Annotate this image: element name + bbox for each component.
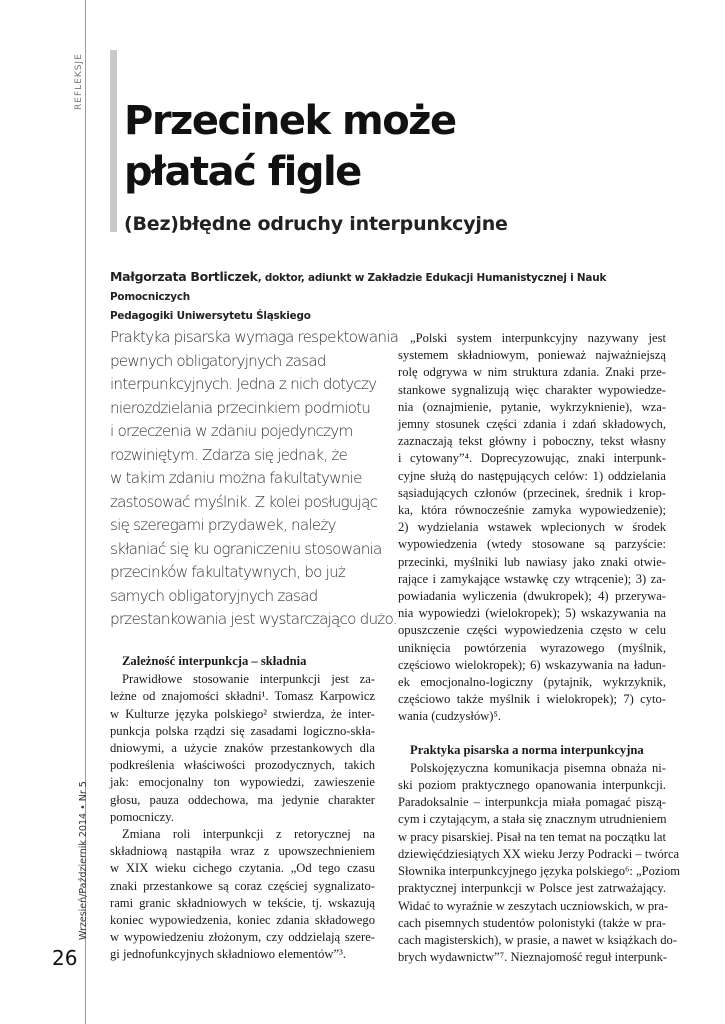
text-line: jemny stosunek części zdania i zdań składowych, xyxy=(398,417,666,432)
text-line: rające i zamykające wstawkę czy wtrącenie); 3) za- xyxy=(398,571,666,586)
paragraph-gap xyxy=(398,726,666,742)
text-line: Paradoksalnie – interpunkcja miała pomagać piszą- xyxy=(398,795,666,810)
author-byline xyxy=(110,267,670,326)
text-line: Polskojęzyczna komunikacja pisemna obnaża ni- xyxy=(410,760,666,775)
text-line: stankowe sygnalizują więc charakter wypowiedze- xyxy=(398,382,666,397)
section-heading: Praktyka pisarska a norma interpunkcyjna xyxy=(410,742,644,757)
text-line: ek emocjonalno-logiczny (pytajnik, wykrzyknik, xyxy=(398,675,666,690)
text-line: cyjne służą do następujących celów: 1) oddzielania xyxy=(398,468,666,483)
text-line: gi jednofunkcyjnych składniowo elementów”³. xyxy=(110,947,347,962)
text-line: jak: emocjonalny ton wypowiedzi, zawieszenie xyxy=(110,775,375,790)
text-line: i orzeczenia w zdaniu pojedynczym xyxy=(110,422,353,440)
text-line: opuszczenie części wypowiedzenia często w celu xyxy=(398,623,666,638)
text-line: cym i czytającym, a stała się znacznym utrudnieniem xyxy=(398,812,667,827)
text-line: ski poziom praktycznego opanowania interpunkcji. xyxy=(398,778,666,793)
article-subtitle: (Bez)błędne odruchy interpunkcyjne xyxy=(124,213,508,235)
text-line: „Polski system interpunkcyjny nazywany jest xyxy=(410,331,666,345)
text-line: dziewięćdziesiątych XX wieku Jerzy Podracki – twórca xyxy=(398,846,680,861)
text-line: nierozdzielania przecinkiem podmiotu xyxy=(110,398,371,417)
text-line: praktycznej interpunkcji w Polsce jest zatrważający. xyxy=(398,881,666,896)
left-column xyxy=(110,653,375,964)
text-line: Słownika interpunkcyjnego języka polskiego⁶: „Poziom xyxy=(398,864,681,879)
section-label: REFLEKSJE xyxy=(74,53,84,110)
title-accent-bar xyxy=(110,50,117,232)
text-line: nia wypowiedzi (wielokropek); 5) wskazywania na xyxy=(398,606,666,621)
text-line: podkreślenia właściwości prozodycznych, takich xyxy=(110,758,375,773)
text-line: interpunkcyjnych. Jedna z nich dotyczy xyxy=(110,375,377,393)
author-affiliation: , doktor, adiunkt w Zakładzie Edukacji Humanistycznej i Nauk Pomocniczych xyxy=(110,272,607,303)
text-line: cach pisemnych studentów polonistyki (także w pra- xyxy=(398,915,666,930)
text-line: głosu, pauza oddechowa, ma jedynie charakter xyxy=(110,792,375,807)
title-line: Przecinek może xyxy=(124,98,456,144)
text-line: Zmiana roli interpunkcji z retorycznej na xyxy=(122,827,375,842)
text-line: składniową nastąpiła wraz z upowszechnieniem xyxy=(110,844,375,859)
page-number: 26 xyxy=(52,946,78,970)
text-line: przecinki, myślniki lub nawiasy jako znaki otwie- xyxy=(398,554,666,569)
text-line: w XIX wieku cichego czytania. „Od tego czasu xyxy=(110,861,375,876)
text-line: systemem składniowym, ponieważ najważniejszą xyxy=(398,348,666,363)
text-line: dniowymi, a użycie znaków przestankowych dla xyxy=(110,741,375,756)
text-line: przestankowania jest wystarczająco dużo. xyxy=(110,610,397,628)
text-line: Prawidłowe stosowanie interpunkcji jest za- xyxy=(122,672,375,687)
title-line: płatać figle xyxy=(124,149,361,195)
text-line: w takim zdaniu można fakultatywnie xyxy=(110,469,362,487)
text-line: cach magisterskich), w prasie, a nawet w książkach do- xyxy=(398,932,678,947)
text-line: koniec wypowiedzenia, koniec zdania składowego xyxy=(110,913,375,928)
text-line: częściowo także myślnik i wielokropek); 7) cyto- xyxy=(398,692,666,707)
text-line: samych obligatoryjnych zasad xyxy=(110,586,318,605)
text-line: brych wydawnictw”⁷. Nieznajomość reguł interpunk- xyxy=(398,950,668,965)
text-line: przecinków fakultatywnych, bo już xyxy=(110,563,346,581)
text-line: w pracy pisarskiej. Pisał na ten temat na początku lat xyxy=(398,829,666,844)
text-line: 2) wydzielania wstawek wplecionych w środek xyxy=(398,520,666,535)
text-line: ka, która równocześnie zamyka wypowiedzenie); xyxy=(398,503,666,518)
text-line: nia (oznajmienie, pytanie, wykrzyknienie), wza- xyxy=(398,399,666,414)
text-line: skłaniać się ku ograniczeniu stosowania xyxy=(110,539,382,558)
text-line: w Kulturze języka polskiego² stwierdza, że inter- xyxy=(110,706,375,721)
text-line: punkcja polska rządzi się zasadami logiczno-skła- xyxy=(110,723,375,738)
author-name: Małgorzata Bortliczek xyxy=(110,269,258,284)
text-line: Widać to wyraźnie w zeszytach uczniowskich, w pra- xyxy=(398,898,669,913)
right-column xyxy=(398,330,681,966)
text-line: zaznaczają tekst główny i poboczny, tekst własny xyxy=(398,434,666,449)
text-line: leżne od znajomości składni¹. Tomasz Karpowicz xyxy=(110,689,375,704)
text-line: w wypowiedzeniu złożonym, czy oddzielają szere- xyxy=(110,930,375,945)
article-title xyxy=(124,96,684,198)
text-line: częściowo wielokropek); 6) wskazywania na ładun- xyxy=(398,657,666,672)
author-affiliation: Pedagogiki Uniwersytetu Śląskiego xyxy=(110,310,311,322)
section-heading: Zależność interpunkcja – składnia xyxy=(122,654,307,668)
text-line: wania (cudzysłów)⁵. xyxy=(398,709,502,724)
text-line: się szeregami przydawek, należy xyxy=(110,516,336,534)
text-line: pewnych obligatoryjnych zasad xyxy=(110,351,326,370)
text-line: znaki przestankowe są coraz częściej sygnalizato- xyxy=(110,878,375,893)
text-line: i cytowany”⁴. Doprecyzowując, znaki interpunk- xyxy=(398,451,666,466)
text-line: zastosować myślnik. Z kolei posługując xyxy=(110,492,378,511)
issue-label: Wrzesień/Październik 2014 • Nr 5 xyxy=(78,781,89,940)
text-line: wypowiedzenia (wtedy stosowane są parzyście: xyxy=(398,537,666,552)
lead-paragraph xyxy=(110,326,399,632)
text-line: rozwiniętym. Zdarza się jednak, że xyxy=(110,445,348,464)
text-line: Praktyka pisarska wymaga respektowania xyxy=(110,328,399,346)
text-line: rami granic składniowych w tekście, tj. wskazują xyxy=(110,895,375,910)
text-line: powiadania wyliczenia (dwukropek); 4) przerywa- xyxy=(398,589,666,604)
text-line: uniknięcia powtórzenia wyrazowego (myślnik, xyxy=(398,640,666,655)
text-line: rolę odgrywa w nim struktura zdania. Znaki prze- xyxy=(398,365,666,380)
text-line: pomocniczy. xyxy=(110,809,174,824)
text-line: sąsiadujących członów (przecinek, średnik i krop- xyxy=(398,485,666,500)
